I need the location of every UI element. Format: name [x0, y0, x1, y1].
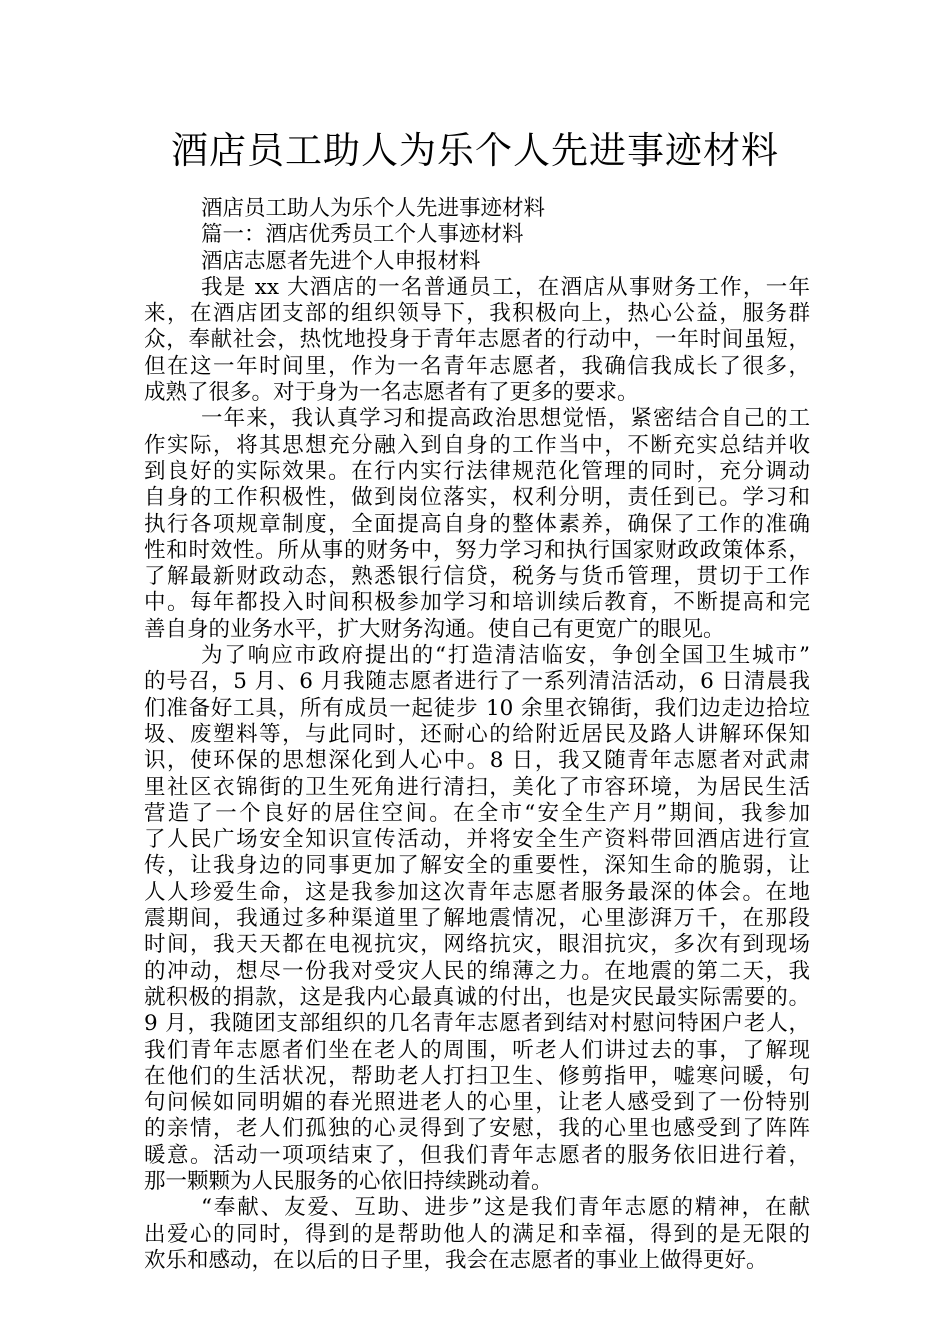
- paragraph-line: 里社区衣锦街的卫生死角进行清扫，美化了市容环境，为居民生活: [144, 774, 810, 800]
- paragraph-line: 出爱心的同时，得到的是帮助他人的满足和幸福，得到的是无限的: [144, 1221, 810, 1247]
- paragraph-line: 在他们的生活状况，帮助老人打扫卫生、修剪指甲，嘘寒问暖，句: [144, 1063, 810, 1089]
- paragraph-line: 识，使环保的思想深化到人心中。8 日，我又随青年志愿者对武肃: [144, 748, 810, 774]
- paragraph-line: 来，在酒店团支部的组织领导下，我积极向上，热心公益，服务群: [144, 301, 810, 327]
- paragraph: [144, 1195, 810, 1274]
- paragraph-line: 的亲情，老人们孤独的心灵得到了安慰，我的心里也感受到了阵阵: [144, 1116, 810, 1142]
- paragraph: [144, 275, 810, 406]
- paragraph-line: 营造了一个良好的居住空间。在全市“安全生产月”期间，我参加: [144, 800, 810, 826]
- paragraph-line: 那一颗颗为人民服务的心依旧持续跳动着。: [144, 1168, 553, 1194]
- paragraph-line: 的冲动，想尽一份我对受灾人民的绵薄之力。在地震的第二天，我: [144, 958, 810, 984]
- paragraph-line: 我是 xx 大酒店的一名普通员工，在酒店从事财务工作，一年: [201, 274, 810, 300]
- paragraph-line: 们准备好工具，所有成员一起徒步 10 余里衣锦街，我们边走边拾垃: [144, 695, 810, 721]
- paragraph-line: 众，奉献社会，热忱地投身于青年志愿者的行动中，一年时间虽短，: [144, 327, 810, 353]
- paragraph-line: 句问候如同明媚的春光照进老人的心里，让老人感受到了一份特别: [144, 1090, 810, 1116]
- heading-line: 篇一：酒店优秀员工个人事迹材料: [201, 222, 524, 248]
- paragraph-line: 中。每年都投入时间积极参加学习和培训续后教育，不断提高和完: [144, 590, 810, 616]
- paragraph-line: 圾、废塑料等，与此同时，还耐心的给附近居民及路人讲解环保知: [144, 721, 810, 747]
- document-body: [144, 196, 810, 1274]
- paragraph-line: 震期间，我通过多种渠道里了解地震情况，心里澎湃万千，在那段: [144, 906, 810, 932]
- paragraph: [144, 643, 810, 1195]
- document-title: 酒店员工助人为乐个人先进事迹材料: [171, 129, 779, 172]
- paragraph-line: 欢乐和感动，在以后的日子里，我会在志愿者的事业上做得更好。: [144, 1247, 768, 1273]
- paragraph-line: 到良好的实际效果。在行内实行法律规范化管理的同时，充分调动: [144, 458, 810, 484]
- paragraph-line: 成熟了很多。对于身为一名志愿者有了更多的要求。: [144, 380, 639, 406]
- heading-line: 酒店员工助人为乐个人先进事迹材料: [201, 196, 546, 221]
- paragraph-line: 传，让我身边的同事更加了解安全的重要性，深知生命的脆弱，让: [144, 853, 810, 879]
- paragraph-line: 了解最新财政动态，熟悉银行信贷，税务与货币管理，贯切于工作: [144, 564, 810, 590]
- paragraph-line: 的号召，5 月、6 月我随志愿者进行了一系列清洁活动，6 日清晨我: [144, 669, 810, 695]
- paragraph-line: “奉献、友爱、互助、进步”这是我们青年志愿的精神，在献: [201, 1195, 810, 1221]
- paragraph-line: 为了响应市政府提出的“打造清洁临安，争创全国卫生城市”: [201, 643, 810, 669]
- paragraph-line: 自身的工作积极性，做到岗位落实，权利分明，责任到已。学习和: [144, 485, 810, 511]
- paragraph-line: 作实际，将其思想充分融入到自身的工作当中，不断充实总结并收: [144, 432, 810, 458]
- paragraph-line: 我们青年志愿者们坐在老人的周围，听老人们讲过去的事，了解现: [144, 1037, 810, 1063]
- paragraph-line: 但在这一年时间里，作为一名青年志愿者，我确信我成长了很多，: [144, 353, 810, 379]
- paragraph-line: 就积极的捐款，这是我内心最真诚的付出，也是灾民最实际需要的。: [144, 984, 810, 1010]
- paragraph: [144, 406, 810, 643]
- paragraph-line: 一年来，我认真学习和提高政治思想觉悟，紧密结合自己的工: [201, 406, 810, 432]
- paragraph-line: 人人珍爱生命，这是我参加这次青年志愿者服务最深的体会。在地: [144, 879, 810, 905]
- paragraph-line: 时间，我天天都在电视抗灾，网络抗灾，眼泪抗灾，多次有到现场: [144, 932, 810, 958]
- paragraph-line: 暖意。活动一项项结束了，但我们青年志愿者的服务依旧进行着，: [144, 1142, 810, 1168]
- paragraph-line: 9 月，我随团支部组织的几名青年志愿者到结对村慰问特困户老人，: [144, 1011, 810, 1037]
- heading-line: 酒店志愿者先进个人申报材料: [201, 248, 481, 274]
- paragraph-line: 善自身的业务水平，扩大财务沟通。使自己有更宽广的眼见。: [144, 616, 725, 642]
- paragraph-line: 性和时效性。所从事的财务中，努力学习和执行国家财政政策体系，: [144, 537, 810, 563]
- paragraph-line: 了人民广场安全知识宣传活动，并将安全生产资料带回酒店进行宣: [144, 827, 810, 853]
- paragraph-line: 执行各项规章制度，全面提高自身的整体素养，确保了工作的准确: [144, 511, 810, 537]
